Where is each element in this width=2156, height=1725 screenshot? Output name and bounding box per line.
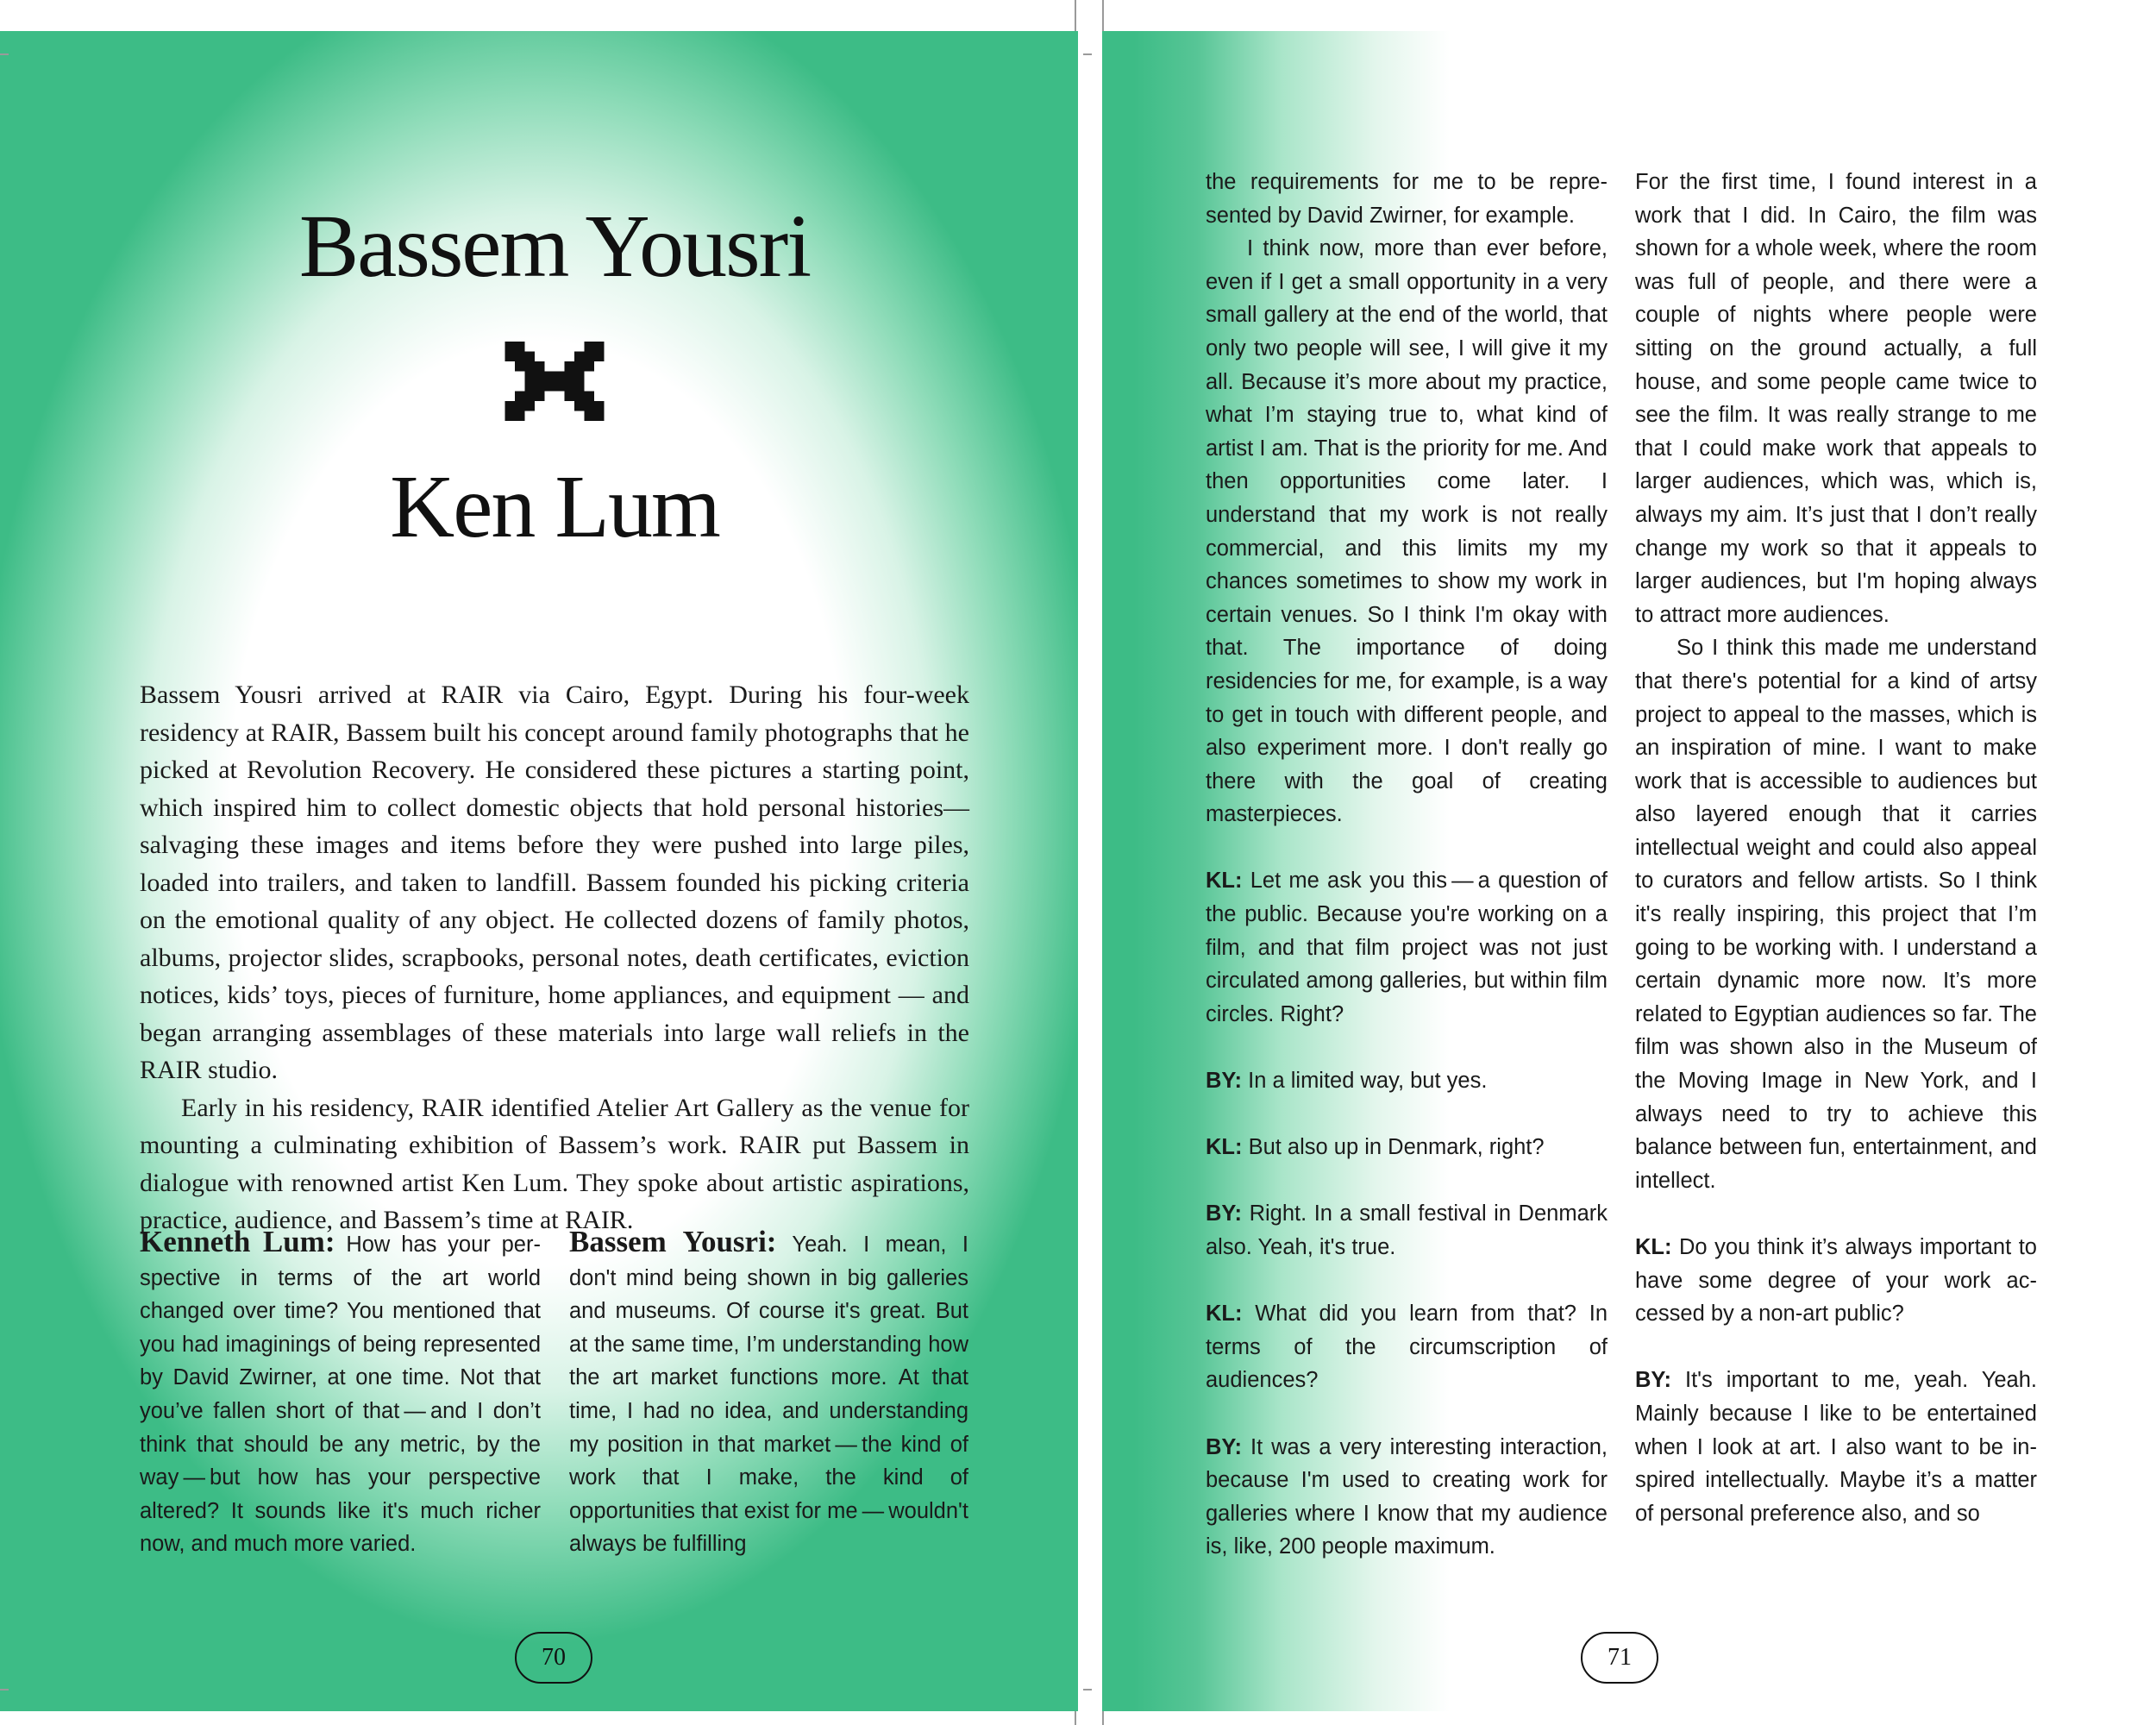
crop-mark — [0, 1689, 9, 1690]
interview-text: It's important to me, yeah. Yeah. Mainly because I like to be entertained when I look at art. I also want to be inspired intellectually. Maybe it’s a matter of personal preference also, and so — [1635, 1368, 2037, 1526]
crop-mark — [1102, 0, 1104, 31]
interview-column-4 — [1635, 166, 2037, 1530]
intro-text — [140, 676, 969, 1239]
interview-column-1 — [140, 1226, 541, 1561]
interview-column-3 — [1206, 166, 1608, 1564]
right-page — [1102, 31, 2156, 1711]
left-page — [0, 31, 1078, 1711]
speaker-label: BY: — [1206, 1069, 1243, 1094]
crop-mark — [1083, 53, 1092, 55]
speaker-label: KL: — [1206, 1302, 1243, 1327]
interview-paragraph — [1635, 1231, 2037, 1331]
speaker-label: Bassem Yousri: — [569, 1225, 777, 1258]
interview-text: But also up in Denmark, right? — [1242, 1135, 1545, 1160]
interview-paragraph — [1206, 1064, 1608, 1098]
interview-paragraph — [1206, 232, 1608, 831]
crop-mark — [1102, 1711, 1104, 1725]
interview-paragraph — [1206, 1197, 1608, 1264]
page-number: 71 — [1581, 1632, 1658, 1684]
interview-paragraph — [1206, 1131, 1608, 1164]
spine-gutter — [1078, 31, 1102, 1711]
speaker-label: KL: — [1635, 1235, 1672, 1259]
intro-paragraph-1: Bassem Yousri arrived at RAIR via Cairo, Egypt. During his four-week residency at RAIR, Bassem built his concept around family photographs that he picked at Revolution Recovery. He considered these pictures a starting point, which inspired him to collect domestic objects that hold personal histories—salvaging these images and items before they were pushed into large piles, loaded into trailers, and taken to landfill. Bassem founded his picking criteria on the emotional quality of any object. He collected dozens of family photos, albums, projector slides, scrapbooks, personal notes, death certificates, eviction notices, kids’ toys, pieces of furniture, home appliances, and equipment — and began arranging assemblages of these materials into large wall reliefs in the RAIR studio. — [140, 681, 969, 1084]
interview-text: In a limited way, but yes. — [1242, 1069, 1488, 1094]
interview-paragraph — [1206, 1431, 1608, 1564]
interview-column-2 — [569, 1226, 968, 1561]
intro-paragraph-2: Early in his residency, RAIR identified Atelier Art Gallery as the venue for mounting a culminating exhibition of Bassem’s work. RAIR put Bassem in dialogue with renowned artist Ken Lum. They spoke about artistic aspirations, practice, audience, and Bassem’s time at RAIR. — [140, 1093, 969, 1234]
interview-paragraph — [1635, 166, 2037, 631]
crop-mark — [1083, 1689, 1092, 1690]
crop-mark — [0, 53, 9, 55]
interview-text: Let me ask you this — a question of the public. Because you're working on a film, and that film project was not just circulated among galleries, but within film circles. Right? — [1206, 869, 1608, 1026]
title-interviewer-name: Ken Lum — [390, 457, 719, 556]
title-artist-name: Bassem Yousri — [298, 197, 811, 296]
crop-mark — [1075, 0, 1076, 31]
page-number: 70 — [515, 1632, 592, 1684]
interview-text: What did you learn from that? In terms of the circumscription of audiences? — [1206, 1302, 1608, 1393]
speaker-label: KL: — [1206, 1135, 1243, 1160]
interview-paragraph — [1635, 1364, 2037, 1530]
interview-paragraph — [1206, 166, 1608, 232]
interview-paragraph — [1206, 1297, 1608, 1397]
speaker-label: BY: — [1206, 1434, 1243, 1459]
interview-text: Yeah. I mean, I don't mind being shown in big galleries and museums. Of course it's great. But at the same time, I’m understanding how the art market functions more. At that time, I had no idea, and understanding my position in that market — the kind of work that I make, the kind of opportunities that exist for me — wouldn't always be fulfilling — [569, 1233, 969, 1557]
interview-text: the requirements for me to be represented by David Zwirner, for example. — [1206, 170, 1608, 228]
interview-text: So I think this made me understand that there's potential for a kind of artsy project to appeal to the masses, which is an inspiration of mine. I want to make work that is accessible to audiences but also layered enough that it carries intellectual weight and could also appeal to curators and fellow artists. So I think it's really inspiring, this project that I’m going to be working with. I understand a certain dynamic more now. It’s more related to Egyptian audiences so far. The film was shown also in the Museum of the Moving Image in New York, and I always need to try to achieve this balance between fun, entertainment, and intellect. — [1635, 636, 2037, 1193]
interview-text: It was a very interesting interaction, because I'm used to creating work for galleries where I know that my audience is, like, 200 people maximum. — [1206, 1434, 1608, 1559]
interview-text: Do you think it’s always important to have some degree of your work accessed by a non-art public? — [1635, 1235, 2037, 1327]
pixel-cross-icon — [505, 342, 605, 421]
speaker-label: Kenneth Lum: — [140, 1225, 335, 1258]
interview-paragraph — [1206, 864, 1608, 1031]
speaker-label: KL: — [1206, 869, 1243, 894]
interview-text: How has your perspective in terms of the art world changed over time? You mentioned that you had imaginings of being represented by David Zwirner, at one time. Not that you’ve fallen short of that — and I don’t think that should be any metric, by the way — but how has your perspective altered? It sounds like it's much richer now, and much more varied. — [140, 1233, 541, 1557]
interview-paragraph — [1635, 631, 2037, 1197]
crop-mark — [1075, 1711, 1076, 1725]
speaker-label: BY: — [1635, 1368, 1672, 1393]
interview-text: Right. In a small festival in Denmark also. Yeah, it's true. — [1206, 1201, 1608, 1259]
interview-text: I think now, more than ever before, even if I get a small opportunity in a very small gallery at the end of the world, that only two people will see, I will give it my all. Because it’s more about my practice, what I’m staying true to, what kind of artist I am. That is the priority for me. And then opportunities come later. I understand that my work is not really commercial, and this limits my my chances sometimes to show my work in certain venues. So I think I'm okay with that. The importance of doing residencies for me, for example, is a way to get in touch with different people, and also experiment more. I don't really go there with the goal of creating masterpieces. — [1206, 236, 1608, 827]
speaker-label: BY: — [1206, 1201, 1243, 1226]
interview-text: For the first time, I found interest in a work that I did. In Cairo, the film was shown for a whole week, where the room was full of people, and there were a couple of nights where people were sitting on the ground actually, a full house, and some people came twice to see the film. It was really strange to me that I could make work that appeals to larger audiences, which was, which is, always my aim. It’s just that I don’t really change my work so that it appeals to larger audiences, but I'm hoping always to attract more audiences. — [1635, 170, 2037, 627]
